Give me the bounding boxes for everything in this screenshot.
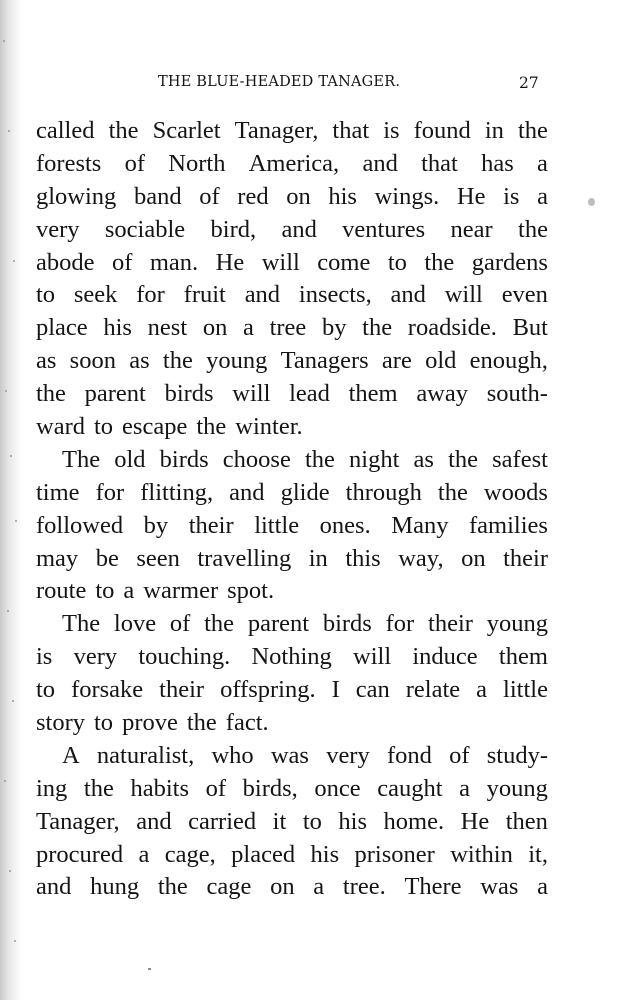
word: the bbox=[186, 709, 217, 737]
word: little bbox=[254, 511, 300, 539]
word: abode bbox=[36, 248, 95, 276]
word: and bbox=[229, 478, 265, 506]
word: Tanagers bbox=[280, 347, 369, 375]
word: flitting, bbox=[140, 478, 214, 506]
word: way, bbox=[398, 544, 444, 572]
word: offspring. bbox=[220, 676, 316, 704]
word: the bbox=[162, 347, 193, 375]
word: There bbox=[404, 873, 462, 901]
word: and bbox=[244, 281, 281, 309]
word: that bbox=[421, 149, 458, 177]
word: place bbox=[36, 314, 88, 342]
word: his bbox=[328, 182, 357, 210]
word: wings. bbox=[374, 182, 440, 210]
word: He bbox=[456, 182, 486, 210]
word: that bbox=[332, 117, 370, 144]
word: story bbox=[36, 709, 85, 737]
word: to bbox=[302, 807, 322, 835]
word: The bbox=[62, 445, 101, 473]
word: the bbox=[108, 117, 139, 144]
text-line bbox=[36, 740, 548, 773]
word: seen bbox=[136, 544, 180, 572]
page-header bbox=[0, 74, 633, 94]
word: man. bbox=[149, 248, 199, 276]
word: fruit bbox=[183, 281, 226, 309]
word: and bbox=[362, 149, 398, 177]
word: prove bbox=[122, 709, 178, 737]
word: insects, bbox=[298, 281, 372, 309]
word: But bbox=[512, 314, 548, 342]
word: young bbox=[486, 774, 548, 802]
word: in bbox=[308, 544, 328, 572]
text-line bbox=[36, 181, 548, 214]
word: can bbox=[355, 676, 390, 704]
word: the bbox=[517, 117, 548, 144]
gutter-speck bbox=[4, 780, 6, 782]
word: as bbox=[129, 347, 150, 375]
word: the bbox=[448, 445, 478, 473]
word: within bbox=[450, 840, 513, 868]
word: touching. bbox=[138, 643, 231, 671]
word: roadside. bbox=[407, 314, 497, 342]
word: them bbox=[348, 380, 398, 408]
word: enough, bbox=[469, 347, 548, 375]
body-text bbox=[36, 115, 548, 904]
ink-spot bbox=[588, 198, 595, 206]
word: the bbox=[518, 215, 548, 243]
gutter-speck bbox=[3, 40, 5, 42]
word: home. bbox=[383, 807, 445, 835]
word: once bbox=[314, 774, 361, 802]
word: glide bbox=[280, 478, 330, 506]
word: birds bbox=[322, 610, 372, 638]
gutter-speck bbox=[10, 455, 12, 457]
word: red bbox=[237, 182, 269, 210]
word: woods bbox=[483, 478, 548, 506]
word: on bbox=[286, 182, 311, 210]
word: of bbox=[111, 248, 133, 276]
word: then bbox=[505, 807, 548, 835]
word: cage bbox=[206, 873, 252, 901]
word: a bbox=[313, 873, 325, 901]
gutter-speck bbox=[12, 700, 14, 702]
word: to bbox=[93, 413, 114, 441]
word: found bbox=[413, 117, 471, 144]
word: was bbox=[480, 873, 519, 901]
word: little bbox=[503, 676, 548, 704]
word: this bbox=[345, 544, 381, 572]
text-line bbox=[36, 641, 548, 674]
word: A bbox=[62, 741, 80, 769]
word: procured bbox=[36, 840, 124, 868]
word: the bbox=[157, 873, 188, 901]
word: fact. bbox=[225, 709, 269, 737]
word: a bbox=[243, 314, 254, 342]
word: old bbox=[425, 347, 457, 375]
word: a bbox=[123, 577, 135, 605]
gutter-speck bbox=[9, 870, 11, 872]
word: love bbox=[113, 610, 157, 638]
word: parent bbox=[247, 610, 310, 638]
word: the bbox=[362, 314, 393, 342]
word: cage, bbox=[164, 840, 216, 868]
word: young bbox=[206, 347, 268, 375]
text-line bbox=[36, 608, 548, 641]
word: a bbox=[138, 840, 150, 868]
word: night bbox=[349, 445, 400, 473]
page-number: 27 bbox=[519, 74, 539, 92]
text-line bbox=[36, 543, 548, 576]
word: winter. bbox=[235, 413, 303, 441]
word: birds bbox=[164, 380, 214, 408]
text-line bbox=[36, 345, 548, 378]
text-line bbox=[36, 477, 548, 510]
word: it bbox=[272, 807, 287, 835]
word: a bbox=[459, 774, 471, 802]
word: is bbox=[383, 117, 400, 144]
gutter-speck bbox=[15, 520, 17, 522]
word: sociable bbox=[104, 215, 186, 243]
text-line bbox=[36, 312, 548, 345]
word: He bbox=[460, 807, 490, 835]
word: the bbox=[83, 774, 114, 802]
word: placed bbox=[231, 840, 296, 868]
word: very bbox=[36, 215, 80, 243]
word: young bbox=[486, 610, 548, 638]
word: band bbox=[133, 182, 182, 210]
gutter-speck bbox=[14, 940, 16, 942]
word: very bbox=[326, 741, 370, 769]
word: route bbox=[36, 577, 87, 605]
word: glowing bbox=[36, 182, 117, 210]
word: old bbox=[114, 445, 146, 473]
word: may bbox=[36, 544, 79, 572]
word: Tanager, bbox=[36, 807, 120, 835]
word: relate bbox=[405, 676, 461, 704]
word: their bbox=[159, 676, 205, 704]
word: his bbox=[338, 807, 367, 835]
word: and bbox=[281, 215, 317, 243]
word: a bbox=[537, 873, 548, 901]
word: hung bbox=[90, 873, 140, 901]
word: of bbox=[205, 774, 227, 802]
word: carried bbox=[188, 807, 257, 835]
word: to bbox=[36, 281, 56, 309]
page-gutter-shadow bbox=[0, 0, 22, 1000]
word: Tanager, bbox=[234, 117, 319, 144]
word: study- bbox=[486, 741, 548, 769]
word: a bbox=[537, 182, 548, 210]
gutter-speck bbox=[7, 610, 9, 612]
word: families bbox=[469, 511, 548, 539]
word: to bbox=[387, 248, 407, 276]
word: fond bbox=[386, 741, 432, 769]
text-line bbox=[36, 674, 548, 707]
word: has bbox=[481, 149, 514, 177]
gutter-speck bbox=[13, 260, 15, 262]
running-title: THE BLUE-HEADED TANAGER. bbox=[158, 74, 401, 90]
word: very bbox=[73, 643, 118, 671]
word: for bbox=[95, 478, 125, 506]
word: of bbox=[169, 610, 191, 638]
text-line bbox=[36, 378, 548, 411]
text-line bbox=[36, 444, 548, 477]
text-line bbox=[36, 411, 548, 444]
text-line bbox=[36, 839, 548, 872]
word: as bbox=[36, 347, 57, 375]
word: by bbox=[321, 314, 347, 342]
word: on bbox=[270, 873, 295, 901]
word: seek bbox=[73, 281, 118, 309]
word: their bbox=[503, 544, 548, 572]
word: I bbox=[331, 676, 340, 704]
word: tree bbox=[269, 314, 307, 342]
word: ventures bbox=[342, 215, 426, 243]
word: the bbox=[196, 413, 227, 441]
word: gardens bbox=[471, 248, 548, 276]
word: travelling bbox=[197, 544, 292, 572]
word: habits bbox=[130, 774, 189, 802]
word: to bbox=[36, 676, 56, 704]
word: of bbox=[124, 149, 146, 177]
word: followed bbox=[36, 511, 124, 539]
word: his bbox=[310, 840, 340, 868]
word: caught bbox=[377, 774, 443, 802]
word: to bbox=[95, 577, 115, 605]
word: is bbox=[36, 643, 53, 671]
word: will bbox=[261, 248, 300, 276]
word: nest bbox=[147, 314, 188, 342]
word: ing bbox=[36, 774, 68, 802]
word: will bbox=[232, 380, 271, 408]
word: spot. bbox=[227, 577, 275, 605]
word: and bbox=[136, 807, 172, 835]
word: is bbox=[503, 182, 520, 210]
word: time bbox=[36, 478, 80, 506]
text-line bbox=[36, 575, 548, 608]
word: in bbox=[484, 117, 504, 144]
word: who bbox=[211, 741, 254, 769]
word: He bbox=[215, 248, 245, 276]
word: of bbox=[199, 182, 220, 210]
word: Scarlet bbox=[152, 117, 221, 144]
word: lead bbox=[289, 380, 330, 408]
text-line bbox=[36, 510, 548, 543]
gutter-speck bbox=[5, 390, 7, 392]
word: the bbox=[204, 610, 235, 638]
word: and bbox=[36, 873, 72, 901]
word: through bbox=[345, 478, 422, 506]
word: soon bbox=[69, 347, 116, 375]
word: escape bbox=[122, 413, 188, 441]
word: on bbox=[461, 544, 486, 572]
word: forests bbox=[36, 149, 102, 177]
word: on bbox=[202, 314, 228, 342]
word: it, bbox=[528, 840, 548, 868]
text-line bbox=[36, 247, 548, 280]
word: be bbox=[95, 544, 119, 572]
word: prisoner bbox=[354, 840, 435, 868]
word: birds, bbox=[242, 774, 298, 802]
word: ward bbox=[36, 413, 85, 441]
word: the bbox=[437, 478, 468, 506]
text-line bbox=[36, 214, 548, 247]
word: south- bbox=[486, 380, 548, 408]
text-line bbox=[36, 279, 548, 312]
word: America, bbox=[248, 149, 340, 177]
word: bird, bbox=[210, 215, 257, 243]
word: will bbox=[353, 643, 392, 671]
word: tree. bbox=[342, 873, 386, 901]
word: their bbox=[188, 511, 234, 539]
word: their bbox=[428, 610, 473, 638]
word: choose bbox=[222, 445, 291, 473]
word: his bbox=[103, 314, 132, 342]
word: safest bbox=[492, 445, 548, 473]
word: for bbox=[385, 610, 415, 638]
word: warmer bbox=[143, 577, 219, 605]
word: the bbox=[36, 380, 66, 408]
word: near bbox=[450, 215, 493, 243]
text-line bbox=[36, 773, 548, 806]
word: come bbox=[317, 248, 371, 276]
text-line bbox=[36, 148, 548, 181]
word: The bbox=[62, 610, 101, 638]
word: naturalist, bbox=[96, 741, 195, 769]
word: was bbox=[270, 741, 309, 769]
word: for bbox=[136, 281, 165, 309]
print-speck bbox=[148, 968, 151, 970]
word: Many bbox=[391, 511, 449, 539]
word: of bbox=[449, 741, 470, 769]
word: will bbox=[444, 281, 483, 309]
text-line bbox=[36, 871, 548, 904]
word: the bbox=[304, 445, 335, 473]
word: ones. bbox=[319, 511, 371, 539]
word: North bbox=[168, 149, 226, 177]
word: as bbox=[413, 445, 434, 473]
word: forsake bbox=[71, 676, 144, 704]
word: the bbox=[424, 248, 455, 276]
text-line bbox=[36, 806, 548, 839]
word: called bbox=[36, 117, 95, 144]
text-line bbox=[36, 707, 548, 740]
word: parent bbox=[84, 380, 146, 408]
word: induce bbox=[412, 643, 478, 671]
text-line bbox=[36, 115, 548, 148]
word: even bbox=[501, 281, 548, 309]
word: away bbox=[416, 380, 469, 408]
word: are bbox=[381, 347, 412, 375]
word: Nothing bbox=[251, 643, 332, 671]
word: a bbox=[476, 676, 488, 704]
word: and bbox=[390, 281, 426, 309]
word: a bbox=[537, 149, 548, 177]
word: them bbox=[498, 643, 548, 671]
word: by bbox=[143, 511, 169, 539]
word: to bbox=[94, 709, 114, 737]
word: birds bbox=[159, 445, 209, 473]
gutter-speck bbox=[8, 130, 10, 132]
